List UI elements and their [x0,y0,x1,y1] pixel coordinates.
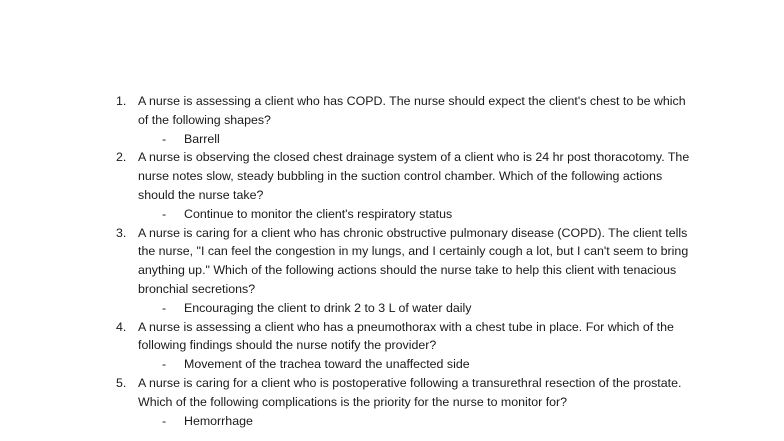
question-item-5 [112,374,692,430]
answer-item [138,130,692,149]
answer-bullet: - [162,206,167,221]
answer-item [138,205,692,224]
question-number: 3. [116,225,127,240]
question-number: 2. [116,150,127,165]
question-number: 4. [116,319,127,334]
question-number: 5. [116,375,127,390]
question-item-4 [112,318,692,374]
answer-text: Continue to monitor the client's respiratory status [184,206,453,221]
question-item-3 [112,224,692,318]
answer-text: Hemorrhage [184,413,253,428]
question-item-1 [112,92,692,148]
question-number: 1. [116,94,127,108]
question-text: A nurse is assessing a client who has COPD. The nurse should expect the client's chest to be which of the following shapes? [138,94,686,127]
answer-bullet: - [162,300,167,315]
question-text: A nurse is observing the closed chest drainage system of a client who is 24 hr post thoracotomy. The nurse notes slow, steady bubbling in the suction control chamber. Which of the following actions should the nurse take? [138,150,690,202]
answer-text: Encouraging the client to drink 2 to 3 L of water daily [184,300,472,315]
question-list [112,92,692,430]
answer-text: Barrell [184,131,220,146]
answer-text: Movement of the trachea toward the unaffected side [184,357,470,372]
question-text: A nurse is assessing a client who has a pneumothorax with a chest tube in place. For which of the following findings should the nurse notify the provider? [138,319,674,353]
answer-bullet: - [162,131,167,146]
answer-bullet: - [162,357,167,372]
question-item-2 [112,148,692,223]
answer-item [138,355,692,374]
question-text: A nurse is caring for a client who is postoperative following a transurethral resection of the prostate. Which of the following complications is the priority for the nurse to monitor for? [138,375,682,409]
question-text: A nurse is caring for a client who has chronic obstructive pulmonary disease (COPD). The client tells the nurse, "I can feel the congestion in my lungs, and I certainly cough a lot, but I can't seem to bring anything up." Which of the following actions should the nurse take to help this client with tenacious bronchial secretions? [138,225,689,296]
answer-item [138,299,692,318]
answer-item [138,412,692,431]
answer-bullet: - [162,413,167,428]
